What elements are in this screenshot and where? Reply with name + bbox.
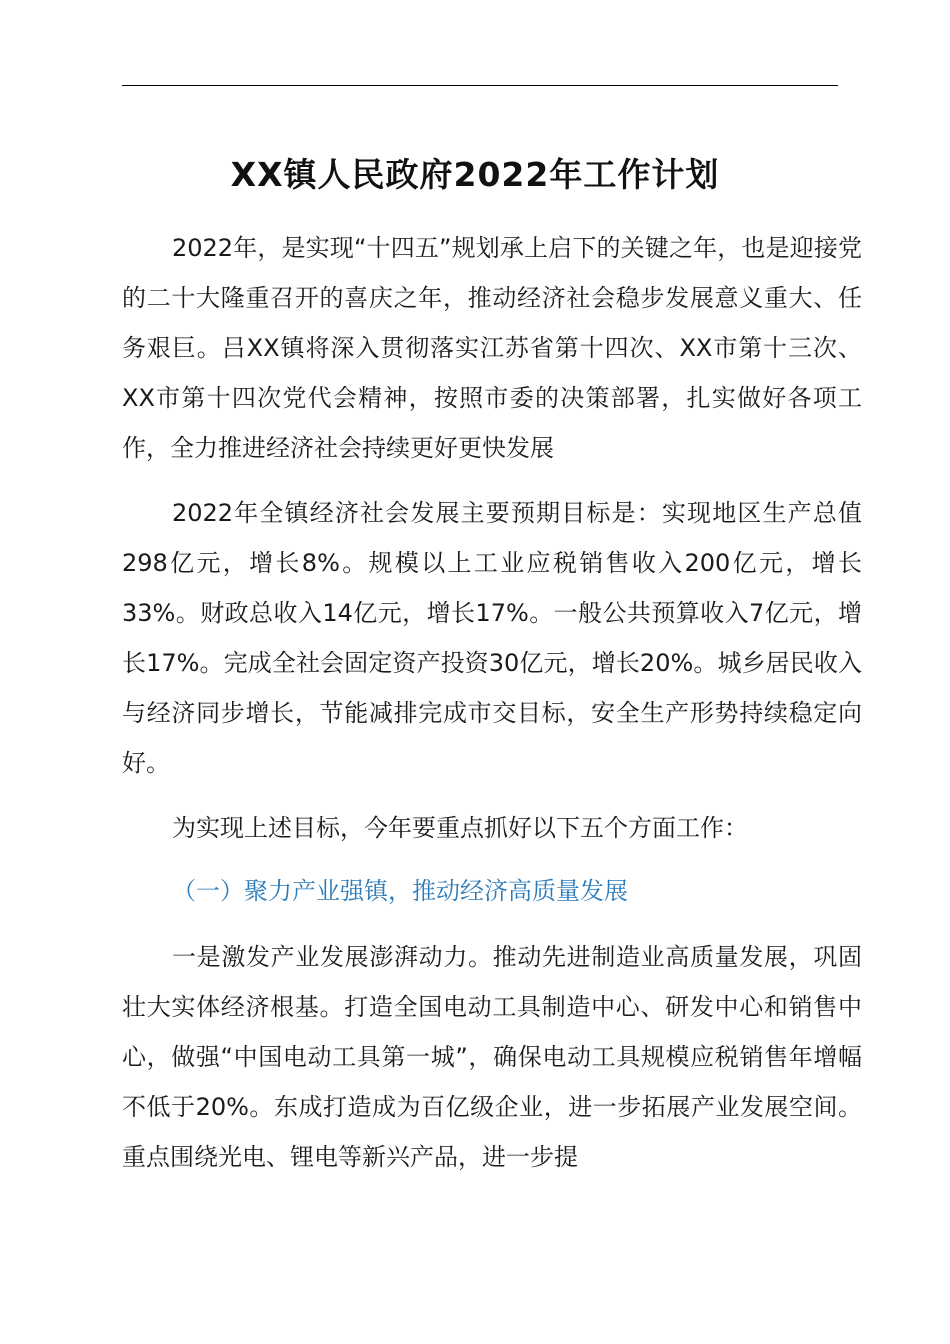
- paragraph-targets: 2022年全镇经济社会发展主要预期目标是：实现地区生产总值298亿元，增长8%。规模以上工业应税销售收入200亿元，增长33%。财政总收入14亿元，增长17%。一般公共预算收入7亿元，增长17%。完成全社会固定资产投资30亿元，增长20%。城乡居民收入与经济同步增长，节能减排完成市交目标，安全生产形势持续稳定向好。: [122, 499, 862, 777]
- section-heading: （一）聚力产业强镇，推动经济高质量发展: [172, 877, 628, 905]
- paragraph-industry: 一是激发产业发展澎湃动力。推动先进制造业高质量发展，巩固壮大实体经济根基。打造全国电动工具制造中心、研发中心和销售中心，做强“中国电动工具第一城”，确保电动工具规模应税销售年增幅不低于20%。东成打造成为百亿级企业，进一步拓展产业发展空间。重点围绕光电、锂电等新兴产品，进一步提: [122, 943, 862, 1171]
- document-title: XX镇人民政府2022年工作计划: [230, 155, 720, 194]
- paragraph-intro: 2022年，是实现“十四五”规划承上启下的关键之年，也是迎接党的二十大隆重召开的喜庆之年，推动经济社会稳步发展意义重大、任务艰巨。吕XX镇将深入贯彻落实江苏省第十四次、XX市第十三次、XX市第十四次党代会精神，按照市委的决策部署，扎实做好各项工作，全力推进经济社会持续更好更快发展: [122, 234, 862, 462]
- paragraph-focus: 为实现上述目标，今年要重点抓好以下五个方面工作：: [172, 814, 748, 842]
- header-rule: [122, 85, 838, 86]
